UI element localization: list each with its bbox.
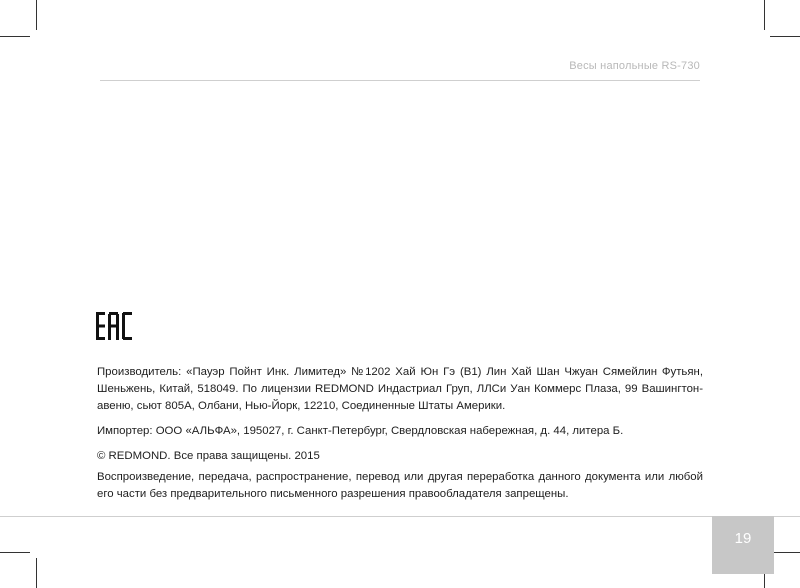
page-number: 19 [734,530,752,547]
copyright-line: © REDMOND. Все права защищены. 2015 [97,450,320,462]
crop-mark-bottom-left [36,558,37,588]
manufacturer-text: Производитель: «Пауэр Пойнт Инк. Лимитед» №1202 Хай Юн Гэ (В1) Лин Хай Шан Чжуан Сямейлин Футьян, Шеньжень, Китай, 518049. По лицензии REDMOND Индастриал Груп, ЛЛСи Уан Коммерс Плаза, 99 Вашингтон-авеню, сьют 805А, Олбани, Нью-Йорк, 12210, Соединенные Штаты Америки. [97,366,703,412]
crop-mark-top-right [764,0,765,30]
copyright-notice: Воспроизведение, передача, распространение, перевод или другая переработка данного документа или любой его части без предварительного письменного разрешения правообладателя запрещены. [97,471,703,500]
crop-mark-top-left-h [0,36,30,37]
page-header-title: Весы напольные RS-730 [569,60,700,72]
page-number-box [712,516,774,574]
crop-mark-top-left [36,0,37,30]
crop-mark-bottom-right-h [770,552,800,553]
footer-divider [0,516,800,517]
legal-info-block [97,364,703,503]
importer-text: Импортер: ООО «АЛЬФА», 195027, г. Санкт-Петербург, Свердловская набережная, д. 44, литера Б. [97,425,624,437]
eac-certification-mark-icon [96,312,136,340]
crop-mark-bottom-left-h [0,552,30,553]
header-divider [100,80,700,81]
crop-mark-top-right-h [770,36,800,37]
